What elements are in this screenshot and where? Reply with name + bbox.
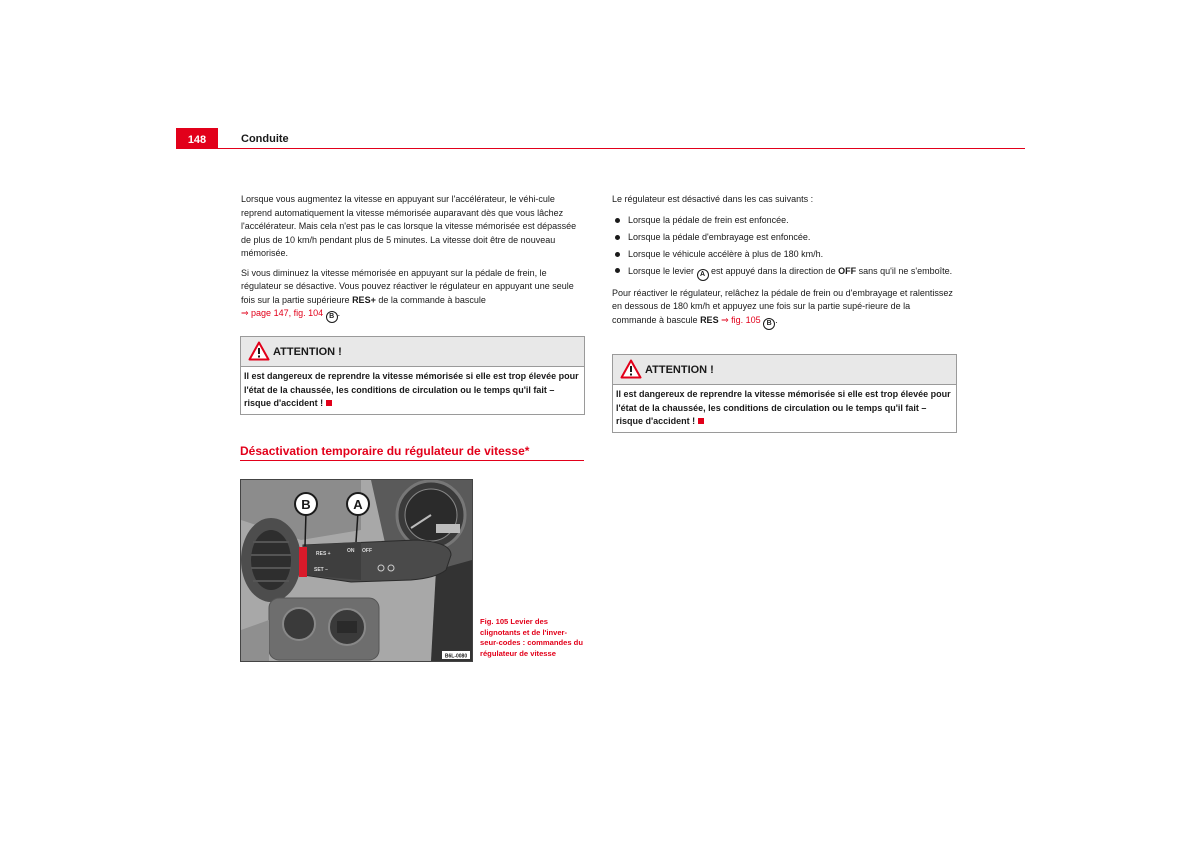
warning-text: Il est dangereux de reprendre la vitesse mémorisée si elle est trop élevée pour l'état de la chaussée, les conditions de circulation ou le temps qu'il fait – risque d'accident ! xyxy=(244,371,579,408)
end-square-icon xyxy=(326,400,332,406)
page-number: 148 xyxy=(176,128,218,149)
callout-b-ref: B xyxy=(763,318,775,330)
list-text: est appuyé dans la direction de xyxy=(708,265,839,276)
page-ref-link[interactable]: ⇒ page 147, fig. 104 xyxy=(241,308,324,318)
end-square-icon xyxy=(698,418,704,424)
warning-title: ATTENTION ! xyxy=(273,346,342,358)
warning-header xyxy=(613,355,956,385)
deactivation-list xyxy=(612,214,955,281)
header-rule xyxy=(176,148,1025,149)
lever-set-label: SET – xyxy=(314,567,328,573)
paragraph-brake-deactivate xyxy=(241,267,584,324)
para-end: . xyxy=(337,308,341,318)
res-plus-label: RES+ xyxy=(352,294,376,305)
callout-b-label: B xyxy=(301,497,311,512)
warning-box-right xyxy=(612,354,957,433)
para-end: . xyxy=(775,314,778,325)
left-column xyxy=(241,193,584,329)
paragraph-resume-speed: Lorsque vous augmentez la vitesse en appuyant sur l'accélérateur, le véhi-cule reprend automatiquement la vitesse mémorisée auparavant dès que vous lâchez l'accélérateur. Mais cela n'est pas le cas lorsque la vitesse mémorisée est dépassée de plus de 10 km/h pendant plus de 5 minutes. La vitesse doit être de nouveau mémorisée. xyxy=(241,194,577,258)
warning-body xyxy=(241,367,584,414)
list-text: Lorsque le levier xyxy=(628,265,697,276)
list-item: Lorsque le véhicule accélère à plus de 180 km/h. xyxy=(612,248,955,262)
para-text: Si vous diminuez la vitesse mémorisée en appuyant sur la pédale de frein, le régulateur se désactive. Vous pouvez réactiver le régulateur en appuyant une seule fois sur la partie supérieure xyxy=(241,267,574,305)
callout-a-label: A xyxy=(353,497,363,512)
callout-b-ref: B xyxy=(326,311,338,323)
warning-header xyxy=(241,337,584,367)
list-text: sans qu'il ne s'emboîte. xyxy=(856,265,953,276)
bullet-dot-icon xyxy=(615,268,620,273)
lever-illustration xyxy=(241,480,472,661)
para-text: de la commande à bascule xyxy=(375,294,486,305)
list-item xyxy=(612,265,955,281)
warning-title: ATTENTION ! xyxy=(645,364,714,376)
figure-lever-photo xyxy=(240,479,473,662)
warning-box-left xyxy=(240,336,585,415)
section-rule xyxy=(240,460,584,461)
lever-on-label: ON xyxy=(347,548,355,554)
figure-code: B6L-0080 xyxy=(444,653,468,660)
chapter-title: Conduite xyxy=(241,133,289,145)
figure-ref-link[interactable]: ⇒ fig. 105 xyxy=(718,314,761,325)
off-label: OFF xyxy=(838,265,857,276)
res-label: RES xyxy=(700,314,719,325)
warning-body xyxy=(613,385,956,432)
warning-triangle-icon xyxy=(620,359,642,379)
deactivation-intro: Le régulateur est désactivé dans les cas suivants : xyxy=(612,194,814,204)
lever-off-label: OFF xyxy=(362,548,372,554)
list-item: Lorsque la pédale d'embrayage est enfoncée. xyxy=(612,231,955,245)
warning-triangle-icon xyxy=(248,341,270,361)
section-title: Désactivation temporaire du régulateur de vitesse* xyxy=(240,444,530,458)
callout-a-ref: A xyxy=(697,269,709,281)
figure-caption: Fig. 105 Levier des clignotants et de l'inver-seur-codes : commandes du régulateur de vitesse xyxy=(480,617,583,658)
list-item: Lorsque la pédale de frein est enfoncée. xyxy=(612,214,955,228)
right-column xyxy=(612,193,955,336)
paragraph-reactivate xyxy=(612,287,955,330)
lever-res-label: RES + xyxy=(316,551,331,557)
para-text: Pour réactiver le régulateur, relâchez la pédale de frein ou d'embrayage et ralentissez en dessous de 180 km/h et appuyez une fois sur la partie supé-rieure de la commande à bascule xyxy=(612,287,953,325)
warning-text: Il est dangereux de reprendre la vitesse mémorisée si elle est trop élevée pour l'état de la chaussée, les conditions de circulation ou le temps qu'il fait – risque d'accident ! xyxy=(616,389,951,426)
